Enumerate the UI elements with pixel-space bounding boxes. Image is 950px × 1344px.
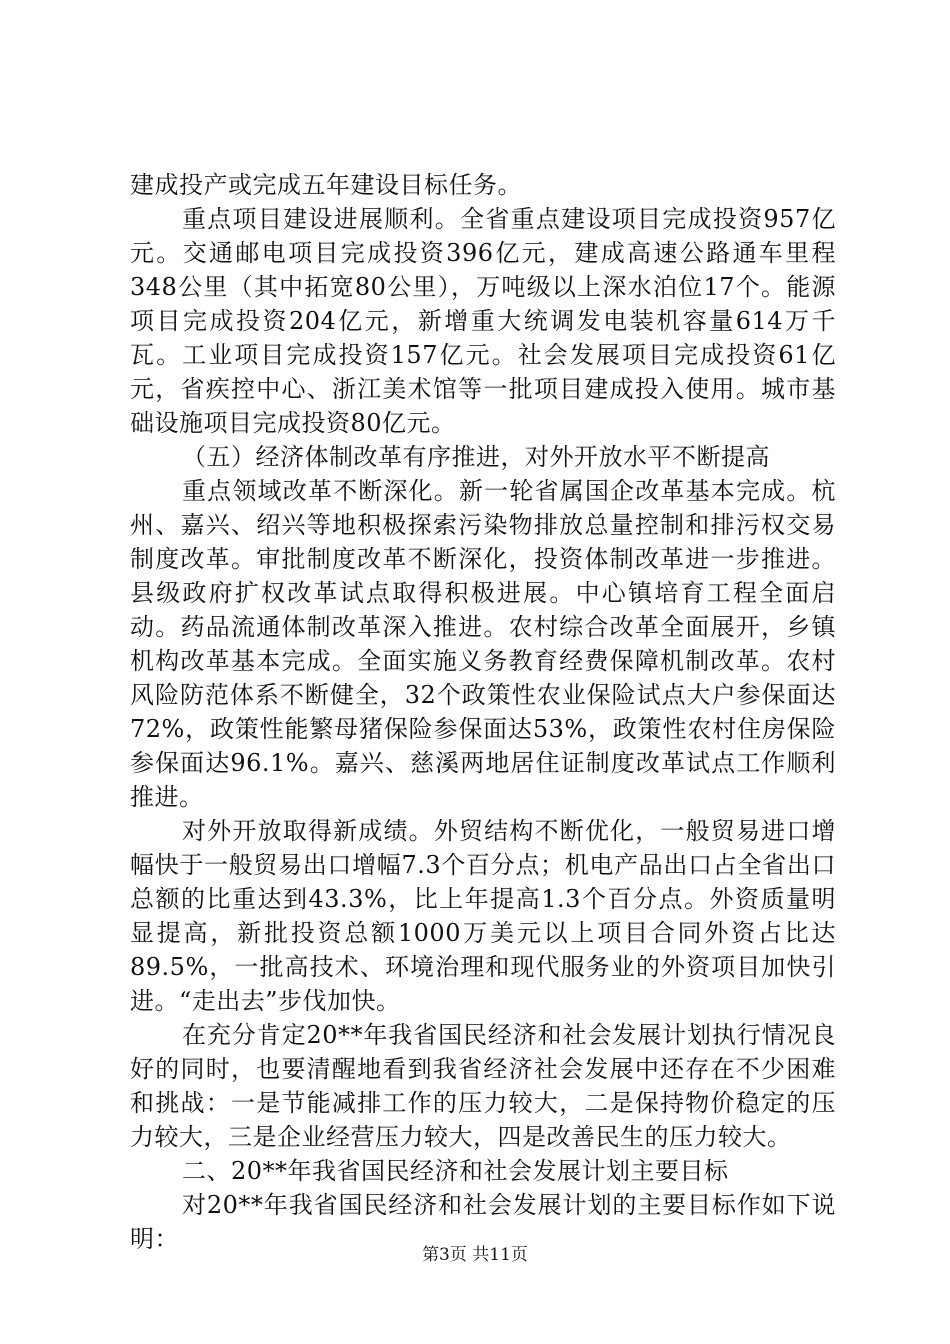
paragraph: 重点领域改革不断深化。新一轮省属国企改革基本完成。杭州、嘉兴、绍兴等地积极探索污染物排放总量控制和排污权交易制度改革。审批制度改革不断深化，投资体制改革进一步推进。县级政府扩权改革试点取得积极进展。中心镇培育工程全面启动。药品流通体制改革深入推进。农村综合改革全面展开，乡镇机构改革基本完成。全面实施义务教育经费保障机制改革。农村风险防范体系不断健全，32个政策性农业保险试点大户参保面达72%，政策性能繁母猪保险参保面达53%，政策性农村住房保险参保面达96.1%。嘉兴、慈溪两地居住证制度改革试点工作顺利推进。 (130, 477, 836, 811)
paragraph: 对外开放取得新成绩。外贸结构不断优化，一般贸易进口增幅快于一般贸易出口增幅7.3个百分点；机电产品出口占全省出口总额的比重达到43.3%，比上年提高1.3个百分点。外资质量明显提高，新批投资总额1000万美元以上项目合同外资占比达89.5%，一批高技术、环境治理和现代服务业的外资项目加快引进。“走出去”步伐加快。 (130, 817, 836, 1015)
paragraph: 对20**年我省国民经济和社会发展计划的主要目标作如下说明： (130, 1191, 836, 1253)
section-heading: （五）经济体制改革有序推进，对外开放水平不断提高 (182, 443, 770, 471)
page-footer: 第3页 共11页 (422, 1245, 528, 1265)
paragraph: 在充分肯定20**年我省国民经济和社会发展计划执行情况良好的同时，也要清醒地看到我省经济社会发展中还存在不少困难和挑战：一是节能减排工作的压力较大，二是保持物价稳定的压力较大，三是企业经营压力较大，四是改善民生的压力较大。 (130, 1021, 836, 1151)
paragraph: 重点项目建设进展顺利。全省重点建设项目完成投资957亿元。交通邮电项目完成投资396亿元，建成高速公路通车里程348公里（其中拓宽80公里），万吨级以上深水泊位17个。能源项目完成投资204亿元，新增重大统调发电装机容量614万千瓦。工业项目完成投资157亿元。社会发展项目完成投资61亿元，省疾控中心、浙江美术馆等一批项目建成投入使用。城市基础设施项目完成投资80亿元。 (130, 205, 836, 437)
section-heading: 二、20**年我省国民经济和社会发展计划主要目标 (182, 1157, 729, 1185)
document-body (130, 168, 836, 1256)
paragraph: 建成投产或完成五年建设目标任务。 (130, 171, 522, 199)
